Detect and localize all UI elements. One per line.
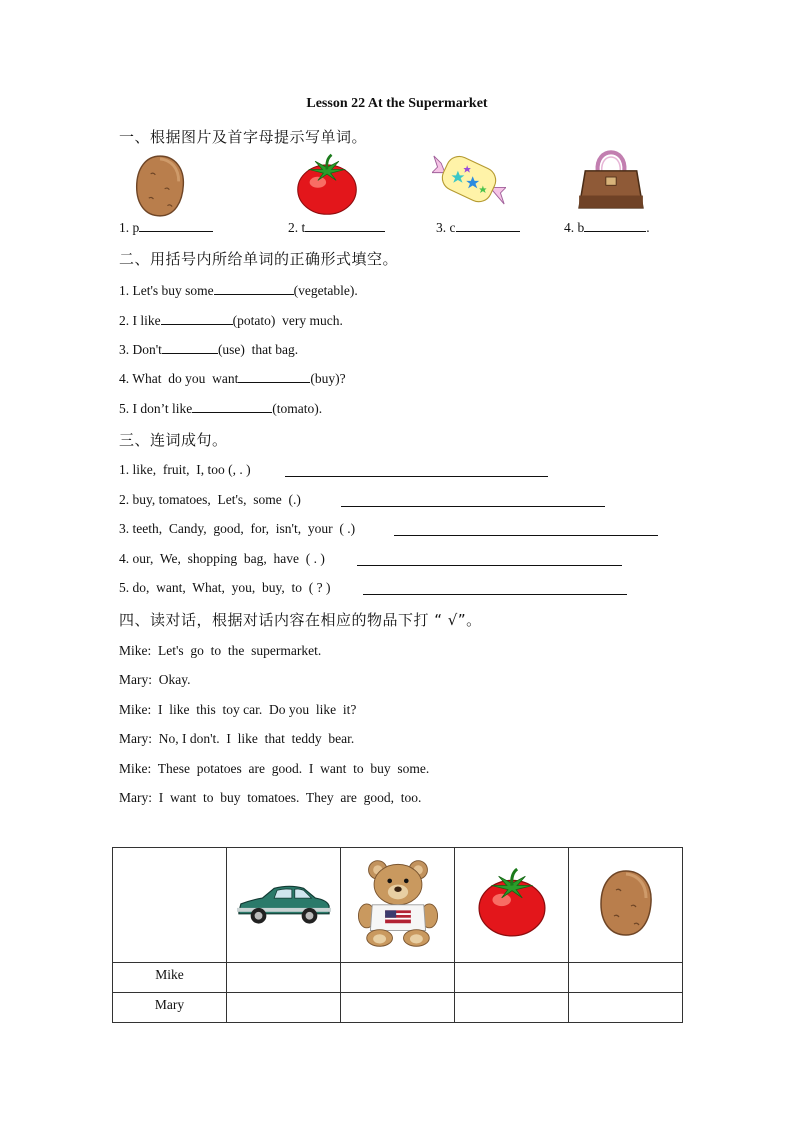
fill-item-4-post: (buy)? bbox=[310, 371, 346, 386]
dialogue-line-3: Mike: I like this toy car. Do you like it? bbox=[119, 702, 357, 717]
fill-item-1-pre: 1. Let's buy some bbox=[119, 283, 214, 298]
word-blank-2[interactable] bbox=[305, 219, 385, 232]
tomato-icon bbox=[294, 153, 360, 217]
check-cell-mike-potato[interactable] bbox=[569, 963, 683, 993]
sentence-item-3: 3. teeth, Candy, good, for, isn't, your ( .) bbox=[119, 521, 356, 536]
fill-item-5 bbox=[119, 400, 322, 417]
check-cell-mary-potato[interactable] bbox=[569, 993, 683, 1023]
sentence-answer-line-5[interactable] bbox=[363, 582, 627, 595]
fill-item-3 bbox=[119, 341, 298, 358]
sentence-answer-line-2[interactable] bbox=[341, 494, 605, 507]
word-item-4-end: . bbox=[646, 220, 650, 235]
fill-item-5-pre: 5. I don’t like bbox=[119, 401, 193, 416]
sentence-item-2: 2. buy, tomatoes, Let's, some (.) bbox=[119, 492, 301, 507]
section-3-heading: 三、连词成句。 bbox=[119, 431, 228, 449]
sentence-item-1: 1. like, fruit, I, too (, . ) bbox=[119, 462, 251, 477]
table-row bbox=[113, 963, 683, 993]
potato-icon bbox=[596, 863, 656, 943]
check-cell-mike-tomato[interactable] bbox=[455, 963, 569, 993]
dialogue-line-5: Mike: These potatoes are good. I want to buy some. bbox=[119, 761, 430, 776]
fill-item-3-post: (use) that bag. bbox=[217, 342, 299, 357]
teddy-bear-icon bbox=[352, 856, 444, 950]
word-blank-4[interactable] bbox=[584, 219, 646, 232]
column-potatoes bbox=[569, 848, 683, 963]
column-teddy-bear bbox=[341, 848, 455, 963]
word-blank-1[interactable] bbox=[139, 219, 213, 232]
word-item-2-label: 2. t bbox=[288, 220, 306, 235]
fill-item-2-pre: 2. I like bbox=[119, 313, 161, 328]
section-1-heading: 一、根据图片及首字母提示写单词。 bbox=[119, 128, 368, 146]
fill-item-1 bbox=[119, 282, 358, 299]
fill-blank-4[interactable] bbox=[238, 370, 310, 383]
sentence-answer-line-3[interactable] bbox=[394, 523, 658, 536]
dialogue-line-2: Mary: Okay. bbox=[119, 672, 191, 687]
dialogue-line-4: Mary: No, I don't. I like that teddy bear. bbox=[119, 731, 355, 746]
check-cell-mary-tomato[interactable] bbox=[455, 993, 569, 1023]
fill-item-1-post: (vegetable). bbox=[293, 283, 358, 298]
sentence-answer-line-4[interactable] bbox=[357, 553, 622, 566]
table-row bbox=[113, 993, 683, 1023]
check-cell-mike-car[interactable] bbox=[227, 963, 341, 993]
fill-item-2 bbox=[119, 312, 343, 329]
car-icon bbox=[235, 878, 333, 928]
tomato-icon bbox=[476, 867, 548, 939]
check-cell-mary-bear[interactable] bbox=[341, 993, 455, 1023]
sentence-item-5: 5. do, want, What, you, buy, to ( ? ) bbox=[119, 580, 331, 595]
fill-item-5-post: (tomato). bbox=[272, 401, 323, 416]
page-title: Lesson 22 At the Supermarket bbox=[306, 96, 488, 111]
section-2-heading: 二、用括号内所给单词的正确形式填空。 bbox=[119, 250, 399, 268]
dialogue-line-1: Mike: Let's go to the supermarket. bbox=[119, 643, 322, 658]
sentence-item-4: 4. our, We, shopping bag, have ( . ) bbox=[119, 551, 325, 566]
word-item-3-label: 3. c bbox=[436, 220, 456, 235]
fill-blank-2[interactable] bbox=[161, 312, 233, 325]
fill-item-2-post: (potato) very much. bbox=[232, 313, 343, 328]
answer-table bbox=[112, 847, 683, 1023]
candy-icon bbox=[432, 149, 506, 211]
fill-item-4 bbox=[119, 370, 346, 387]
section-4-heading: 四、读对话，根据对话内容在相应的物品下打 “ √”。 bbox=[119, 611, 482, 629]
bag-icon bbox=[574, 140, 648, 212]
column-toy-car bbox=[227, 848, 341, 963]
check-cell-mike-bear[interactable] bbox=[341, 963, 455, 993]
row-label-mary: Mary bbox=[113, 993, 227, 1023]
word-item-3 bbox=[436, 219, 520, 236]
sentence-answer-line-1[interactable] bbox=[285, 464, 548, 477]
word-item-1-label: 1. p bbox=[119, 220, 140, 235]
word-item-4 bbox=[564, 219, 650, 236]
row-label-mike: Mike bbox=[113, 963, 227, 993]
potato-icon bbox=[132, 150, 188, 222]
dialogue-line-6: Mary: I want to buy tomatoes. They are good, too. bbox=[119, 790, 422, 805]
fill-blank-3[interactable] bbox=[162, 341, 218, 354]
table-corner-cell bbox=[113, 848, 227, 963]
check-cell-mary-car[interactable] bbox=[227, 993, 341, 1023]
word-blank-3[interactable] bbox=[456, 219, 520, 232]
fill-item-3-pre: 3. Don't bbox=[119, 342, 162, 357]
fill-blank-1[interactable] bbox=[214, 282, 294, 295]
word-item-2 bbox=[288, 219, 385, 236]
fill-item-4-pre: 4. What do you want bbox=[119, 371, 239, 386]
word-item-4-label: 4. b bbox=[564, 220, 585, 235]
fill-blank-5[interactable] bbox=[192, 400, 272, 413]
column-tomatoes bbox=[455, 848, 569, 963]
word-item-1 bbox=[119, 219, 213, 236]
